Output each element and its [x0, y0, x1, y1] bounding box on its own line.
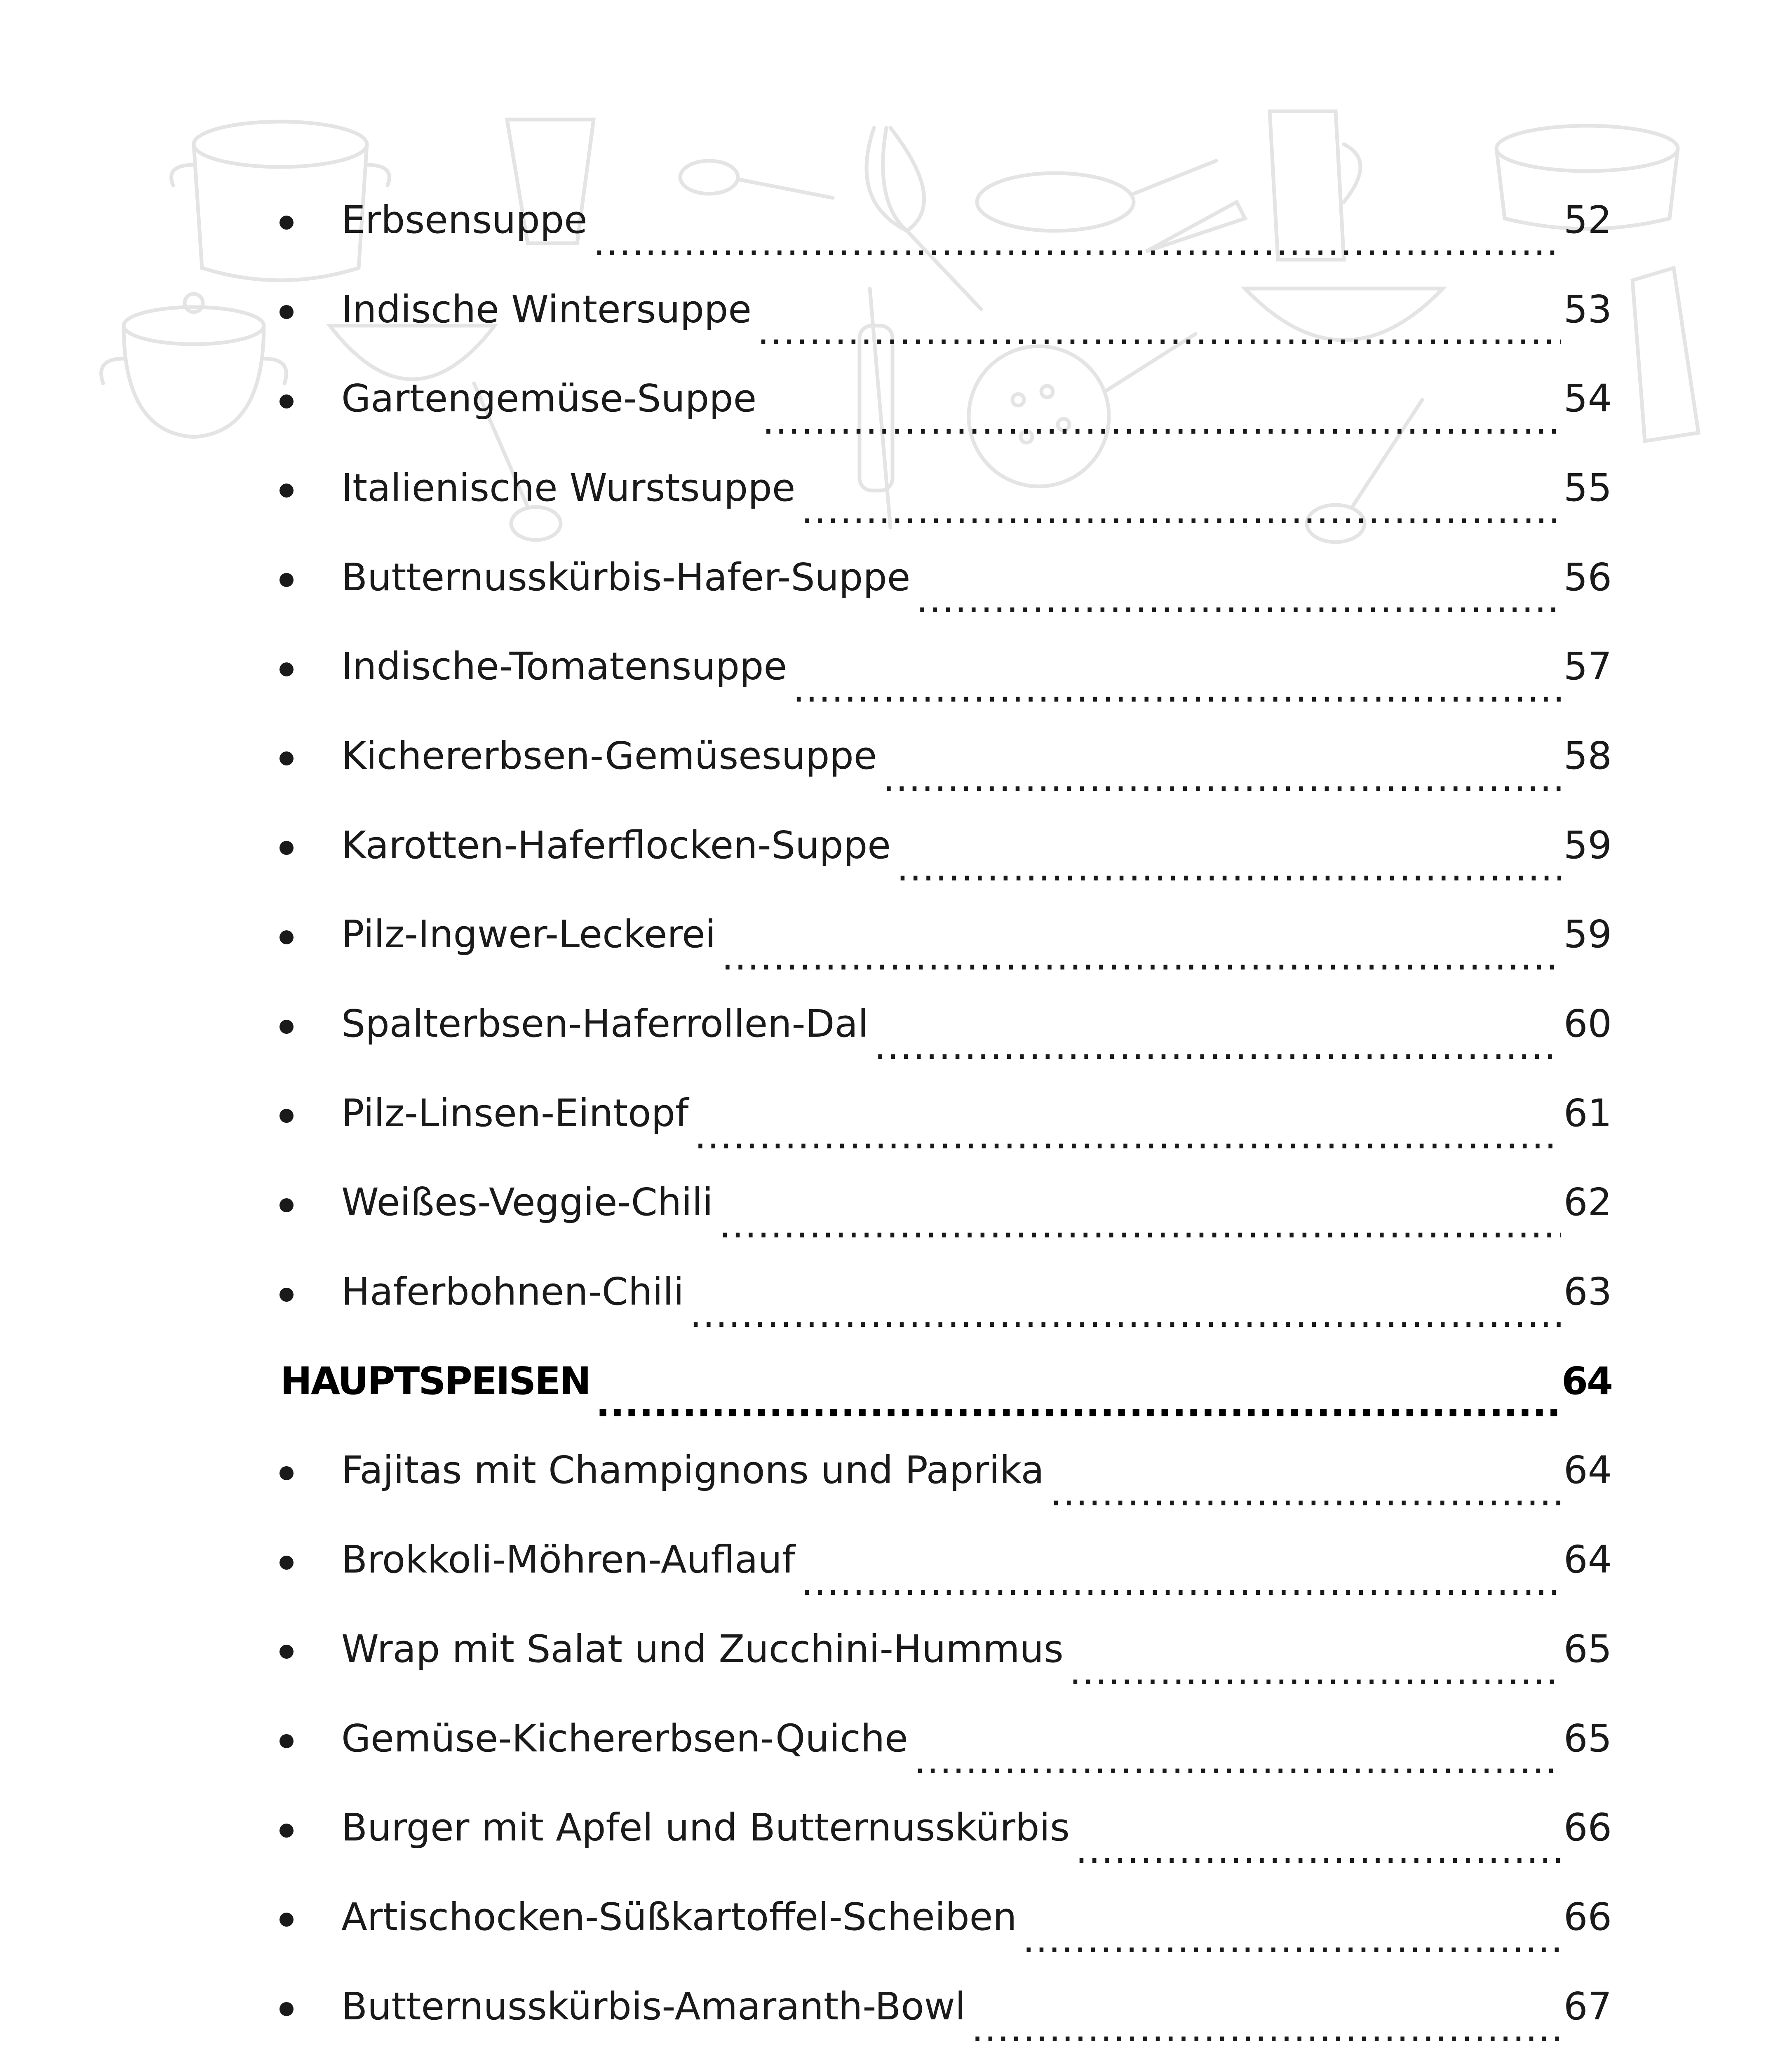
toc-entry — [280, 622, 1612, 711]
toc-entry-title: Italienische Wurstsuppe — [341, 465, 796, 510]
toc-entry — [280, 800, 1612, 890]
dot-leader — [971, 2006, 1561, 2051]
dot-leader — [874, 1024, 1561, 1068]
toc-page-number: 56 — [1563, 555, 1612, 599]
toc-entry-title: Pilz-Ingwer-Leckerei — [341, 912, 716, 957]
dot-leader — [721, 934, 1561, 979]
toc-entry-title: Indische Wintersuppe — [341, 287, 752, 331]
section-title: HAUPTSPEISEN — [280, 1359, 590, 1403]
toc-page-number: 55 — [1563, 465, 1612, 510]
bullet — [279, 484, 294, 498]
dot-leader — [1076, 1828, 1561, 1872]
toc-entry — [280, 175, 1612, 265]
dot-leader — [593, 220, 1561, 265]
dot-leader — [596, 1381, 1559, 1426]
bullet — [279, 1288, 294, 1302]
toc-entry-title: Artischocken-Süßkartoffel-Scheiben — [341, 1894, 1017, 1939]
toc-page-number: 59 — [1563, 823, 1612, 867]
toc-page-number: 57 — [1563, 644, 1612, 689]
toc-entry-title: Butternusskürbis-Amaranth-Bowl — [341, 1984, 966, 2028]
dot-leader — [1050, 1470, 1561, 1515]
toc-page-number: 62 — [1563, 1180, 1612, 1225]
bullet — [279, 305, 294, 319]
bullet — [279, 394, 294, 408]
dot-leader — [757, 309, 1561, 354]
dot-leader — [801, 1560, 1561, 1604]
toc-entry-title: Weißes-Veggie-Chili — [341, 1180, 713, 1225]
toc-page-number: 58 — [1563, 733, 1612, 778]
toc-entry — [280, 711, 1612, 800]
bullet — [279, 1734, 294, 1748]
dot-leader — [1069, 1649, 1561, 1694]
dot-leader — [762, 399, 1561, 443]
dot-leader — [914, 1738, 1561, 1783]
toc-entry — [280, 1872, 1612, 1962]
toc-entry — [280, 979, 1612, 1068]
toc-page-number: 66 — [1563, 1805, 1612, 1850]
toc-entry — [280, 1426, 1612, 1515]
bullet — [279, 2002, 294, 2016]
toc-page-number: 64 — [1563, 1538, 1612, 1582]
toc-page-number: 59 — [1563, 912, 1612, 957]
dot-leader — [883, 756, 1561, 800]
toc-page-number: 65 — [1563, 1627, 1612, 1671]
bullet — [279, 1198, 294, 1212]
toc-entry-title: Kichererbsen-Gemüsesuppe — [341, 733, 877, 778]
toc-page-number: 65 — [1563, 1716, 1612, 1761]
section-page-number: 64 — [1561, 1359, 1612, 1403]
toc-entry-title: Fajitas mit Champignons und Paprika — [341, 1448, 1044, 1493]
toc-page-number: 61 — [1563, 1091, 1612, 1135]
toc-entry-title: Indische-Tomatensuppe — [341, 644, 787, 689]
toc-page-number: 52 — [1563, 197, 1612, 242]
bullet — [279, 841, 294, 855]
table-of-contents — [280, 175, 1612, 2061]
toc-entry — [280, 354, 1612, 443]
toc-page-number: 67 — [1563, 1984, 1612, 2028]
bullet — [279, 573, 294, 587]
bullet — [279, 1824, 294, 1838]
dot-leader — [694, 1113, 1561, 1158]
toc-entry-title: Brokkoli-Möhren-Auflauf — [341, 1538, 796, 1582]
bullet — [279, 662, 294, 676]
toc-entry-title: Pilz-Linsen-Eintopf — [341, 1091, 689, 1135]
toc-entry — [280, 1515, 1612, 1604]
dot-leader — [916, 577, 1561, 622]
toc-entry-title: Wrap mit Salat und Zucchini-Hummus — [341, 1627, 1064, 1671]
toc-entry — [280, 1158, 1612, 1247]
toc-entry-title: Haferbohnen-Chili — [341, 1270, 684, 1314]
toc-entry — [280, 1962, 1612, 2051]
toc-entry — [280, 890, 1612, 979]
bullet — [279, 216, 294, 230]
bullet — [279, 1556, 294, 1570]
bullet — [279, 1913, 294, 1927]
toc-entry — [280, 533, 1612, 622]
toc-entry — [280, 2051, 1612, 2061]
dot-leader — [793, 667, 1561, 711]
bullet — [279, 1109, 294, 1123]
toc-page-number: 53 — [1563, 287, 1612, 331]
dot-leader — [1023, 1917, 1561, 1962]
toc-page-number: 60 — [1563, 1002, 1612, 1046]
toc-entry — [280, 1783, 1612, 1872]
toc-entry — [280, 1694, 1612, 1783]
bullet — [279, 1645, 294, 1659]
toc-entry-title: Butternusskürbis-Hafer-Suppe — [341, 555, 911, 599]
dot-leader — [719, 1202, 1561, 1247]
dot-leader — [897, 845, 1561, 890]
bullet — [279, 1020, 294, 1034]
bullet — [279, 751, 294, 765]
toc-entry-title: Karotten-Haferflocken-Suppe — [341, 823, 891, 867]
toc-entry — [280, 265, 1612, 354]
toc-entry — [280, 1604, 1612, 1694]
bullet — [279, 930, 294, 944]
toc-page-number: 63 — [1563, 1270, 1612, 1314]
toc-entry-title: Burger mit Apfel und Butternusskürbis — [341, 1805, 1070, 1850]
toc-entry-title: Gemüse-Kichererbsen-Quiche — [341, 1716, 908, 1761]
toc-page-number: 64 — [1563, 1448, 1612, 1493]
dot-leader — [801, 488, 1561, 533]
bullet — [279, 1466, 294, 1480]
toc-section-heading — [280, 1336, 1612, 1426]
toc-entry — [280, 1068, 1612, 1158]
toc-entry-title: Gartengemüse-Suppe — [341, 376, 757, 421]
toc-entry — [280, 443, 1612, 533]
toc-page-number: 54 — [1563, 376, 1612, 421]
toc-page-number: 66 — [1563, 1894, 1612, 1939]
toc-entry — [280, 1247, 1612, 1336]
dot-leader — [690, 1292, 1561, 1336]
toc-entry-title: Spalterbsen-Haferrollen-Dal — [341, 1002, 869, 1046]
toc-entry-title: Erbsensuppe — [341, 197, 587, 242]
